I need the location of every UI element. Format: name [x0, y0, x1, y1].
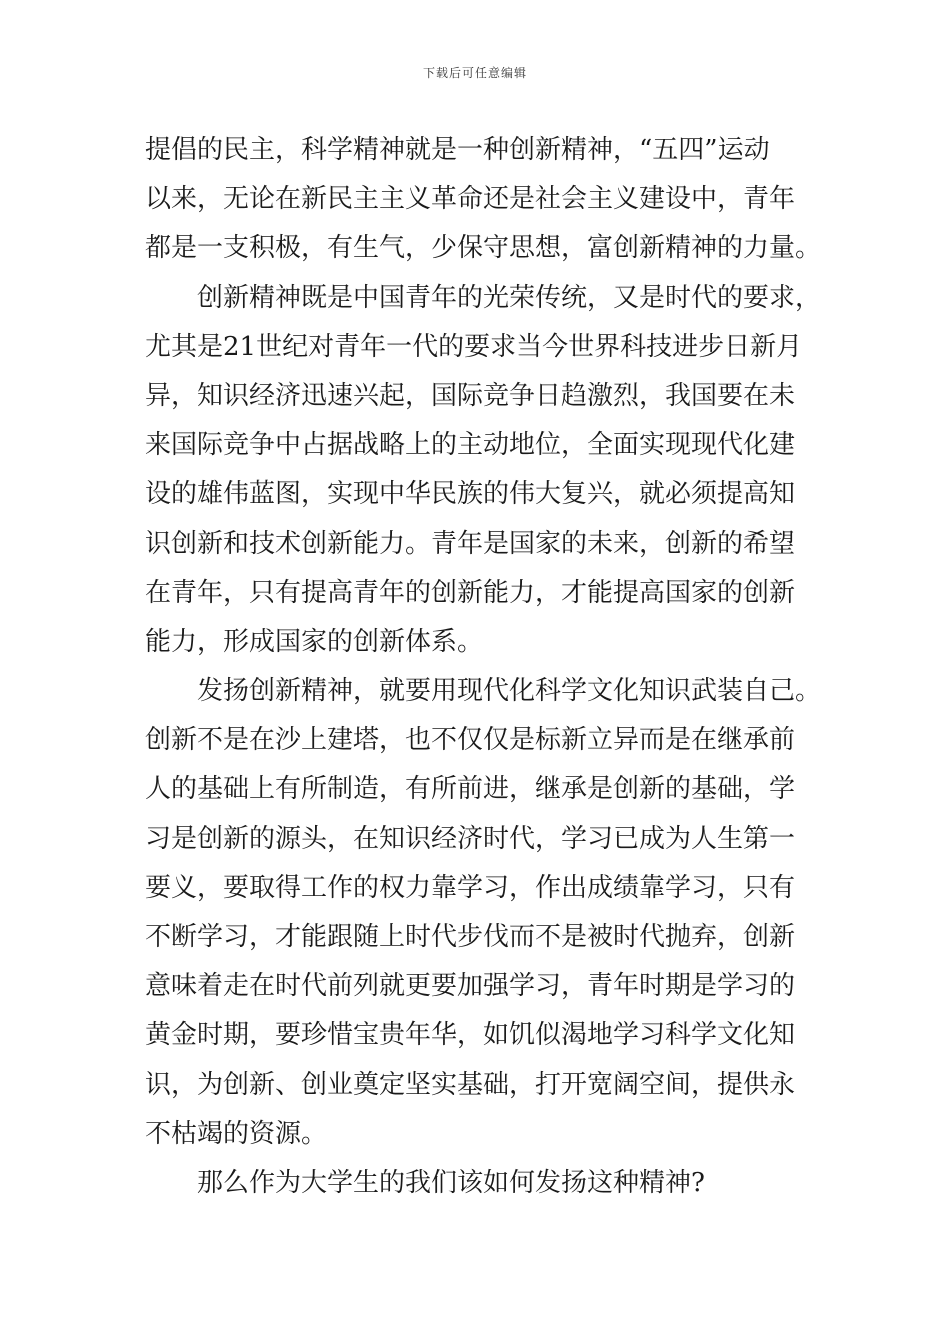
text-line: 不枯竭的资源。	[145, 1118, 328, 1149]
body-text	[145, 126, 845, 1208]
text-line: 以来，无论在新民主主义革命还是社会主义建设中，青年	[145, 184, 796, 215]
text-line: 识创新和技术创新能力。青年是国家的未来，创新的希望	[145, 528, 796, 559]
text-line: 来国际竞争中占据战略上的主动地位，全面实现现代化建	[145, 430, 796, 461]
text-line: 人的基础上有所制造，有所前进，继承是创新的基础，学	[145, 774, 796, 805]
text-line: 不断学习，才能跟随上时代步伐而不是被时代抛弃，创新	[145, 922, 796, 952]
text-line: 异，知识经济迅速兴起，国际竞争日趋激烈，我国要在未	[145, 380, 796, 411]
text-line: 意味着走在时代前列就更要加强学习，青年时期是学习的	[145, 971, 796, 1002]
text-line: 提倡的民主，科学精神就是一种创新精神，“五四”运动	[145, 135, 770, 165]
paragraph-start-line: 创新精神既是中国青年的光荣传统，又是时代的要求，	[197, 282, 822, 313]
page-header: 下载后可任意编辑	[422, 66, 527, 80]
text-line: 都是一支积极，有生气，少保守思想，富创新精神的力量。	[145, 233, 822, 264]
text-line: 设的雄伟蓝图，实现中华民族的伟大复兴，就必须提高知	[145, 479, 796, 510]
text-line: 要义，要取得工作的权力靠学习，作出成绩靠学习，只有	[145, 872, 796, 903]
text-line: 在青年，只有提高青年的创新能力，才能提高国家的创新	[145, 577, 796, 608]
text-line: 创新不是在沙上建塔，也不仅仅是标新立异而是在继承前	[145, 725, 796, 756]
text-line: 尤其是21世纪对青年一代的要求当今世界科技进步日新月	[145, 331, 803, 362]
text-line: 能力，形成国家的创新体系。	[145, 626, 484, 657]
text-line: 习是创新的源头，在知识经济时代，学习已成为人生第一	[145, 823, 796, 854]
paragraph-start-line: 那么作为大学生的我们该如何发扬这种精神?	[197, 1167, 705, 1198]
text-line: 识，为创新、创业奠定坚实基础，打开宽阔空间，提供永	[145, 1069, 796, 1100]
text-line: 黄金时期，要珍惜宝贵年华，如饥似渴地学习科学文化知	[145, 1020, 796, 1051]
paragraph-start-line: 发扬创新精神，就要用现代化科学文化知识武装自己。	[197, 676, 822, 707]
